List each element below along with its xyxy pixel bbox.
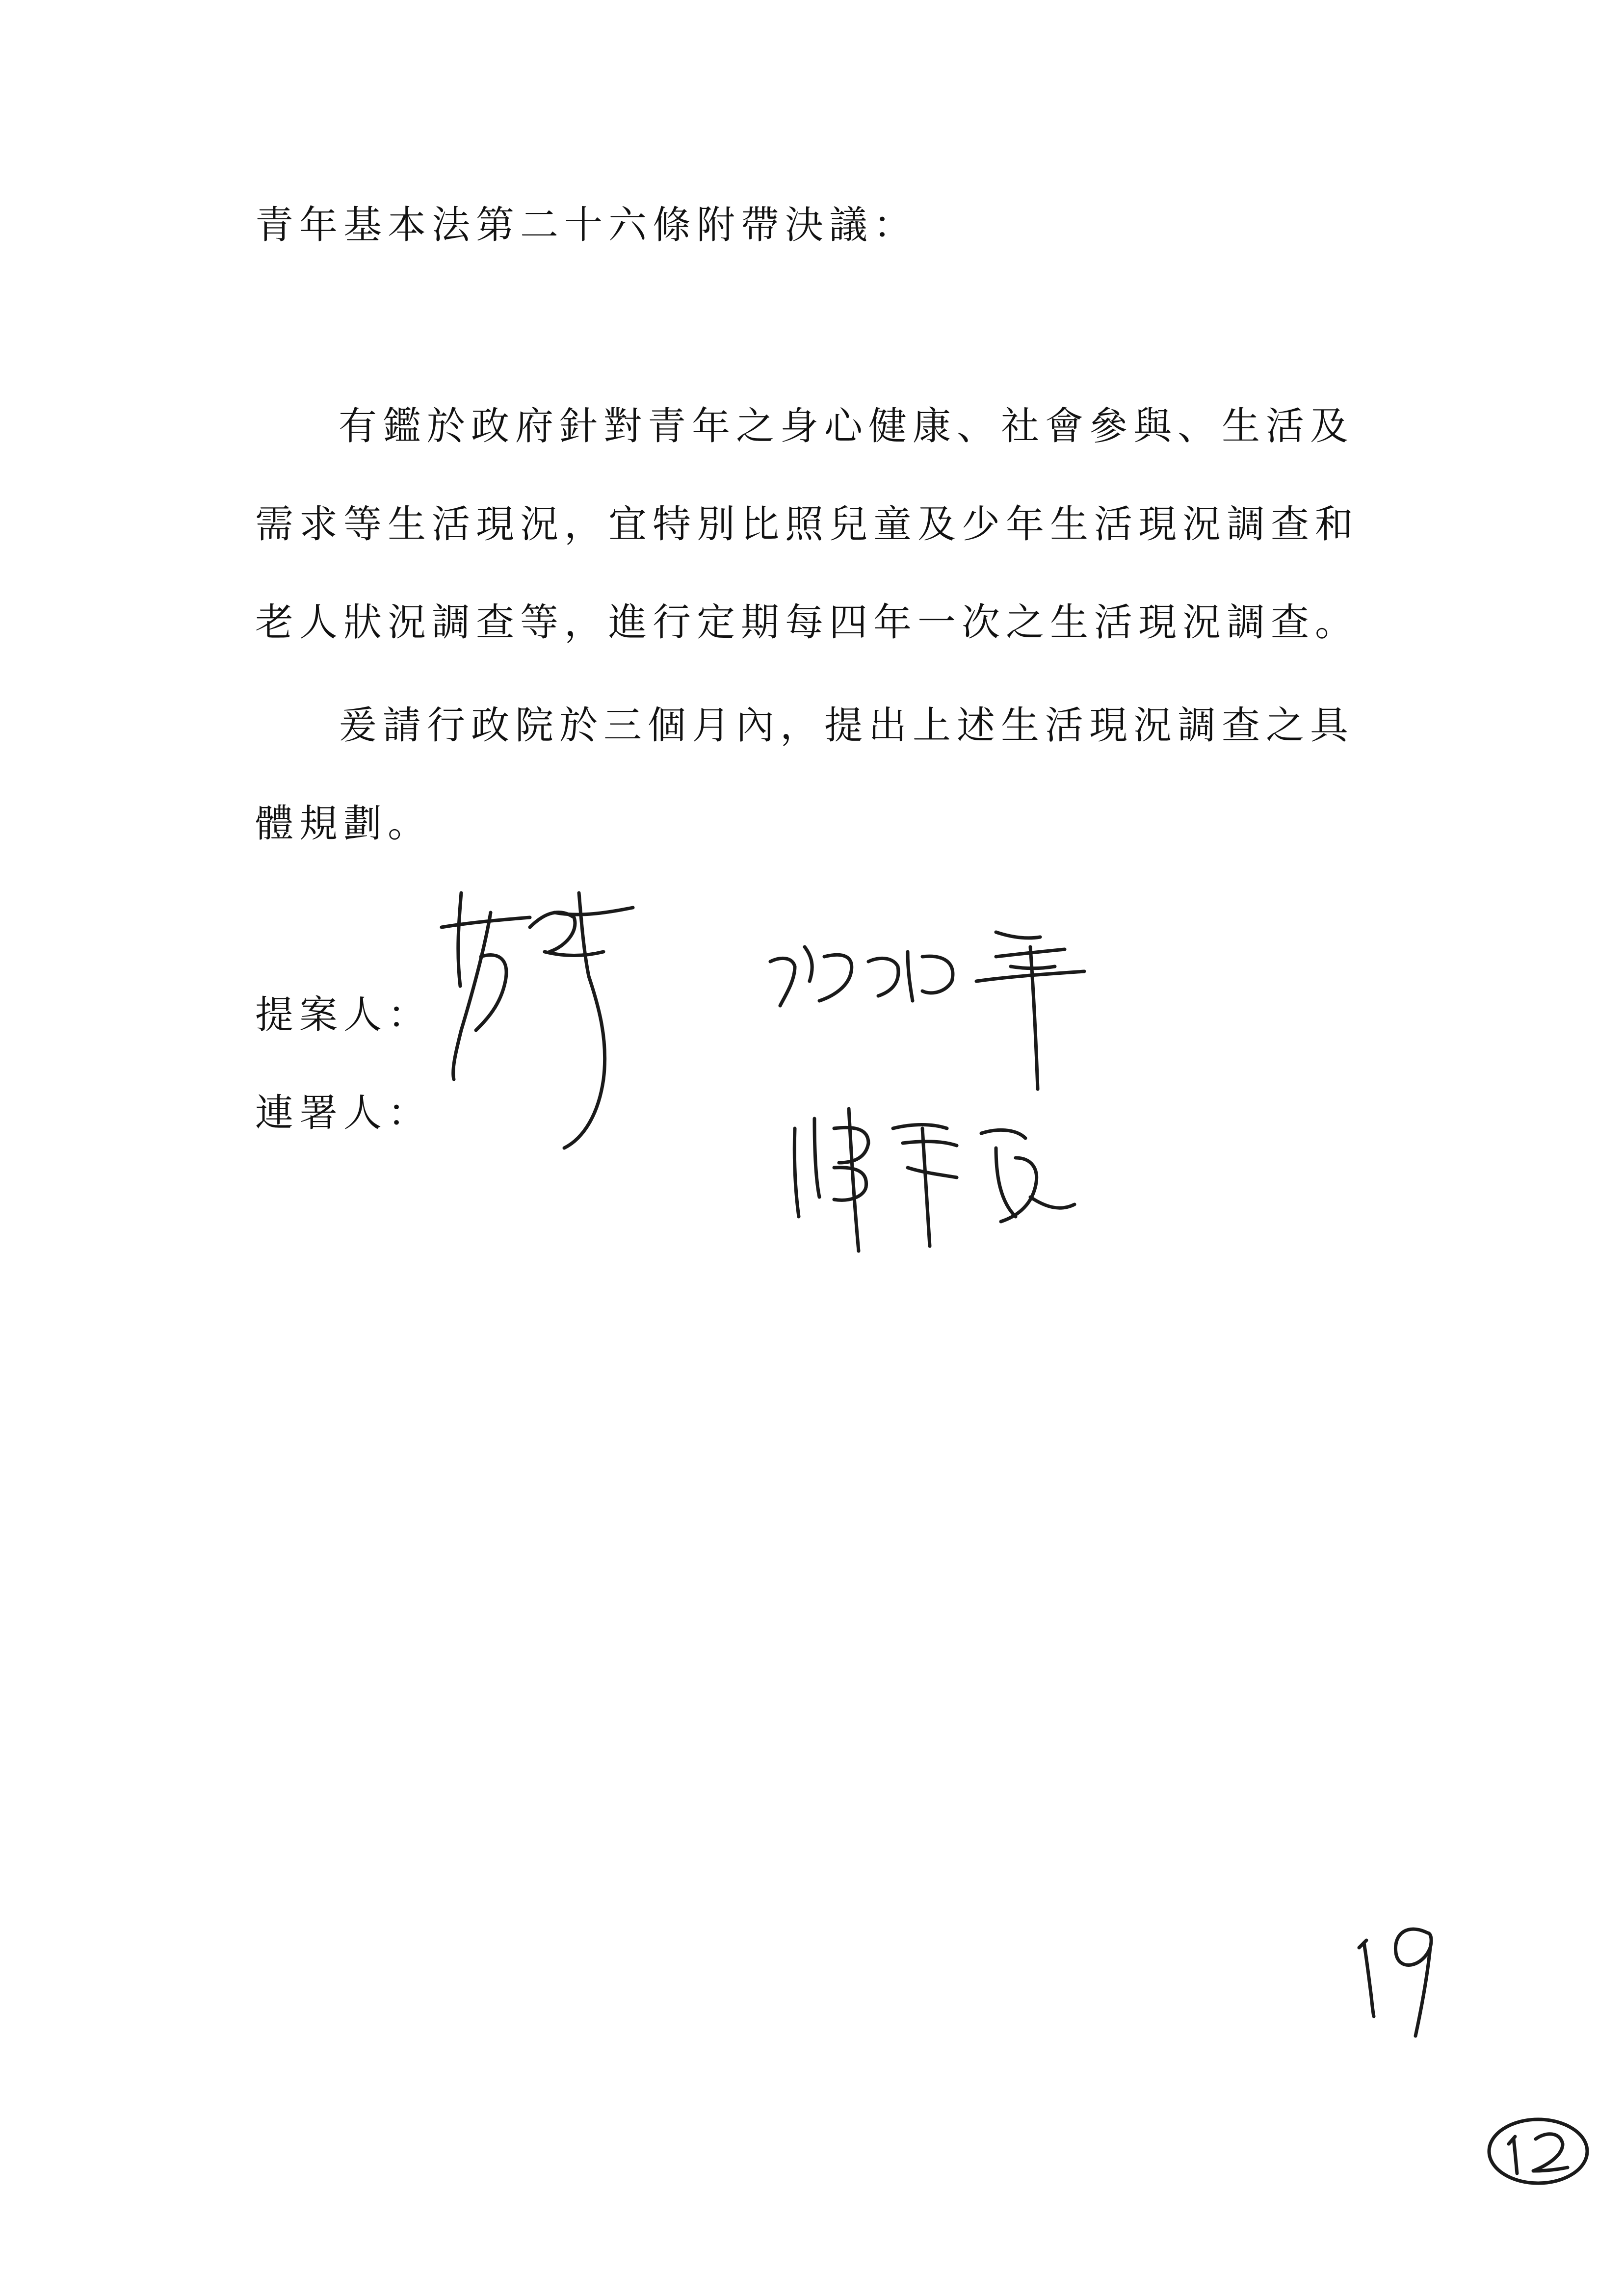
paragraph-2-line-2: 體規劃。: [255, 802, 432, 846]
cosigner-signature-2: [785, 1099, 1089, 1261]
handwritten-page-number: [1344, 1913, 1452, 2051]
paragraph-1-line-3: 老人狀況調查等，進行定期每四年一次之生活現況調查。: [255, 600, 1360, 645]
cosigner-signature-1: [765, 927, 1099, 1094]
document-title: 青年基本法第二十六條附帶決議：: [255, 203, 918, 247]
proposer-signature: [432, 883, 657, 1168]
cosigner-label: 連署人：: [255, 1091, 432, 1135]
circled-page-number: [1482, 2110, 1595, 2193]
paragraph-2-line-1: 爰請行政院於三個月內，提出上述生活現況調查之具: [339, 704, 1355, 748]
proposer-label: 提案人：: [255, 993, 432, 1037]
paragraph-1-line-2: 需求等生活現況，宜特別比照兒童及少年生活現況調查和: [255, 502, 1360, 547]
paragraph-1-line-1: 有鑑於政府針對青年之身心健康、社會參與、生活及: [339, 404, 1355, 448]
